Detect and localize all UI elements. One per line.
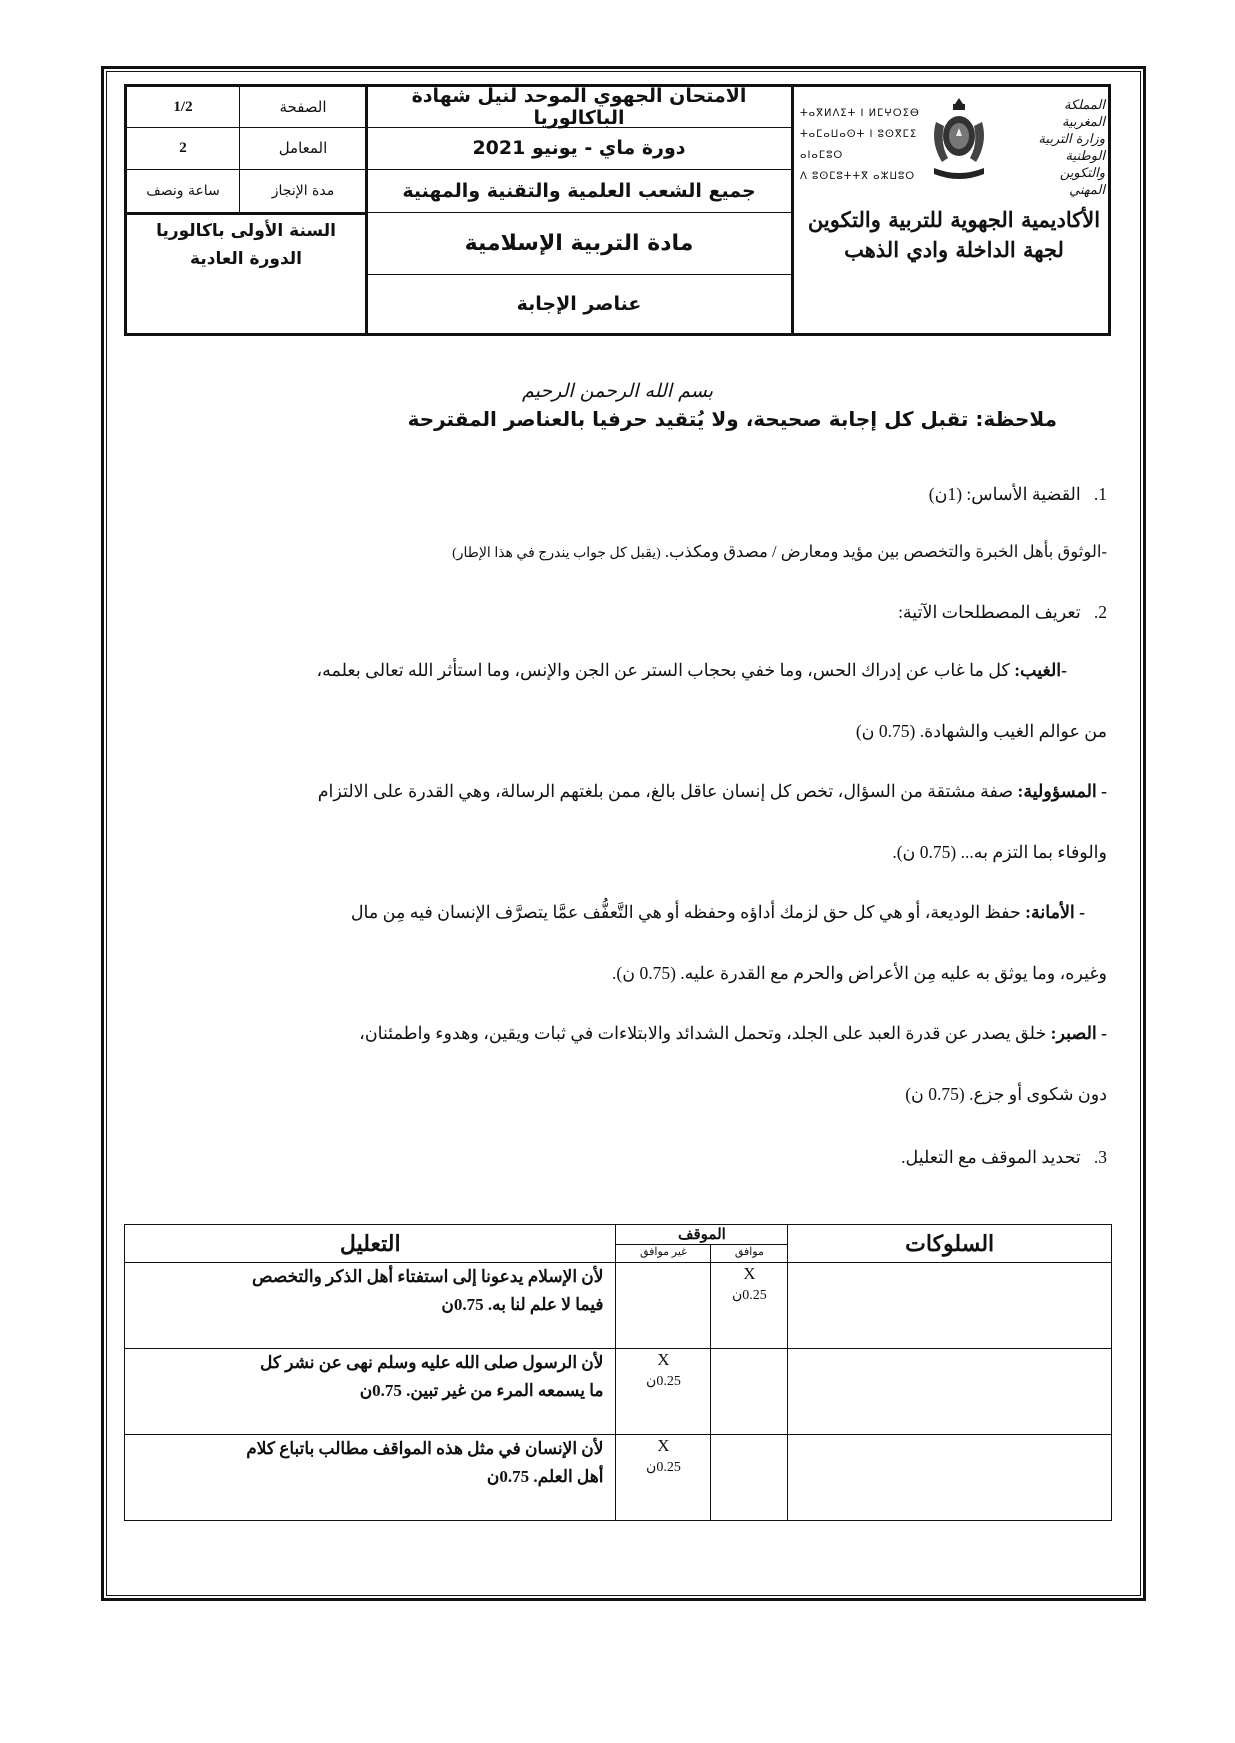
col-behaviors: السلوكات <box>788 1225 1112 1263</box>
col-justification: التعليل <box>125 1225 616 1263</box>
q1-answer-note: (يقبل كل جواب يندرج في هذا الإطار) <box>452 546 661 561</box>
duration-label: مدة الإنجاز <box>271 182 335 199</box>
exam-session: دورة ماي - يونيو 2021 <box>472 137 686 159</box>
level-line-2: الدورة العادية <box>190 249 302 269</box>
exam-header <box>124 84 1111 336</box>
justification-cell <box>125 1349 616 1435</box>
table-row <box>125 1435 1112 1521</box>
tifinagh-line-3: ⴷ ⵓⵙⵎⵓⵜⵜⴳ ⴰⵣⵡⵓⵔ <box>800 171 916 182</box>
q1-answer <box>452 542 1107 562</box>
term-ghayb-line-1 <box>316 660 1067 681</box>
behavior-cell <box>788 1349 1112 1435</box>
disagree-score: 0.25ن <box>646 1374 681 1389</box>
term-sabr-line-2: دون شكوى أو جزع. (0.75 ن) <box>905 1084 1107 1104</box>
q3-title: تحديد الموقف مع التعليل. <box>901 1147 1081 1167</box>
term-amana-label: - الأمانة: <box>1025 902 1085 922</box>
table-row <box>125 1263 1112 1349</box>
justification-line-2: ما يسمعه المرء من غير تبين. 0.75ن <box>359 1381 604 1400</box>
term-sabr-label: - الصبر: <box>1050 1023 1107 1043</box>
agree-cell <box>711 1263 788 1349</box>
academy-line-1: الأكاديمية الجهوية للتربية والتكوين <box>807 207 1101 232</box>
justification-line-1: لأن الإسلام يدعونا إلى استفتاء أهل الذكر والتخصص <box>252 1267 604 1286</box>
agree-mark: X <box>743 1264 756 1283</box>
justification-cell <box>125 1263 616 1349</box>
col-disagree: غير موافق <box>616 1245 711 1263</box>
q1-answer-text: -الوثوق بأهل الخبرة والتخصص بين مؤيد ومعارض / مصدق ومكذب. <box>664 542 1107 561</box>
duration-value: ساعة ونصف <box>146 182 220 199</box>
justification-line-2: فيما لا علم لنا به. 0.75ن <box>441 1295 604 1314</box>
tifinagh-line-1: ⵜⴰⴳⵍⴷⵉⵜ ⵏ ⵍⵎⵖⵔⵉⴱ <box>800 108 920 119</box>
term-responsibility-def-1: صفة مشتقة من السؤال، تخص كل إنسان عاقل بالغ، ممن بلغتهم الرسالة، وهي القدرة على الالتزام <box>317 781 1018 801</box>
q3-number: 3. <box>1093 1147 1107 1167</box>
tifinagh-line-2: ⵜⴰⵎⴰⵡⴰⵙⵜ ⵏ ⵓⵙⴳⵎⵉ ⴰⵏⴰⵎⵓⵔ <box>800 129 918 161</box>
q1-number: 1. <box>1093 484 1107 504</box>
academy-line-2: لجهة الداخلة وادي الذهب <box>844 237 1064 262</box>
col-position: الموقف <box>616 1225 788 1245</box>
page-label: الصفحة <box>279 98 327 116</box>
term-responsibility-line-1 <box>318 781 1107 802</box>
basmala: بسم الله الرحمن الرحيم <box>522 380 713 402</box>
kingdom-label: المملكة المغربية <box>1061 98 1105 130</box>
disagree-cell <box>616 1349 711 1435</box>
header-divider-small <box>239 87 240 212</box>
disagree-mark: X <box>657 1350 670 1369</box>
q2-heading <box>898 602 1107 623</box>
term-ghayb-label: -الغيب: <box>1014 660 1067 680</box>
term-responsibility-line-2: والوفاء بما التزم به... (0.75 ن). <box>892 842 1107 862</box>
term-sabr-line-1 <box>359 1023 1107 1044</box>
header-divider-right <box>791 87 794 333</box>
exam-title: الامتحان الجهوي الموحد لنيل شهادة الباكالوريا <box>411 85 747 129</box>
disagree-mark: X <box>657 1436 670 1455</box>
justification-line-2: أهل العلم. 0.75ن <box>486 1467 604 1486</box>
q2-number: 2. <box>1093 602 1107 622</box>
answer-elements-title: عناصر الإجابة <box>516 292 642 315</box>
ministry-line-2: والتكوين المهني <box>1059 166 1105 198</box>
q1-heading <box>929 484 1107 505</box>
level-block <box>127 215 365 275</box>
justification-cell <box>125 1435 616 1521</box>
term-amana-def-1: حفظ الوديعة، أو هي كل حق لزمك أداؤه وحفظه أو هي التَّعفُّف عمَّا يتصرَّف الإنسان فيه مِن مال <box>350 902 1026 922</box>
behavior-cell <box>788 1263 1112 1349</box>
coefficient-label: المعامل <box>278 139 328 157</box>
col-agree: موافق <box>711 1245 788 1263</box>
term-amana-line-1 <box>351 902 1085 923</box>
term-ghayb-line-2: من عوالم الغيب والشهادة. (0.75 ن) <box>855 721 1107 741</box>
agree-score: 0.25ن <box>731 1288 767 1303</box>
justification-line-1: لأن الرسول صلى الله عليه وسلم نهى عن نشر كل <box>260 1353 604 1372</box>
level-line-1: السنة الأولى باكالوريا <box>156 221 336 241</box>
term-responsibility-label: - المسؤولية: <box>1017 781 1107 801</box>
q1-title: القضية الأساس: (1ن) <box>928 484 1081 504</box>
exam-streams: جميع الشعب العلمية والتقنية والمهنية <box>402 179 756 202</box>
position-table <box>124 1224 1112 1521</box>
term-amana-line-2: وغيره، وما يوثق به عليه مِن الأعراض والحرم مع القدرة عليه. (0.75 ن). <box>612 963 1107 983</box>
q3-heading <box>901 1147 1107 1168</box>
behavior-cell <box>788 1435 1112 1521</box>
coefficient-value: 2 <box>179 139 187 156</box>
justification-line-1: لأن الإنسان في مثل هذه المواقف مطالب باتباع كلام <box>246 1439 604 1458</box>
grading-note: ملاحظة: تقبل كل إجابة صحيحة، ولا يُتقيد حرفيا بالعناصر المقترحة <box>407 407 1057 431</box>
agree-cell <box>711 1435 788 1521</box>
agree-cell <box>711 1349 788 1435</box>
disagree-cell <box>616 1435 711 1521</box>
ministry-line-1: وزارة التربية الوطنية <box>1038 132 1105 164</box>
table-row <box>125 1349 1112 1435</box>
page-value: 1/2 <box>173 98 193 115</box>
exam-subject: مادة التربية الإسلامية <box>464 230 694 256</box>
table-header-row-1 <box>125 1225 1112 1245</box>
term-ghayb-def-1: كل ما غاب عن إدراك الحس، وما خفي بحجاب الستر عن الجن والإنس، وما استأثر الله تعالى بعلمه، <box>316 660 1015 680</box>
term-sabr-def-1: خلق يصدر عن قدرة العبد على الجلد، وتحمل الشدائد والابتلاءات في ثبات ويقين، وهدوء واطمئنان، <box>359 1023 1051 1043</box>
disagree-score: 0.25ن <box>646 1460 681 1475</box>
q2-title: تعريف المصطلحات الآتية: <box>898 602 1081 622</box>
disagree-cell <box>616 1263 711 1349</box>
